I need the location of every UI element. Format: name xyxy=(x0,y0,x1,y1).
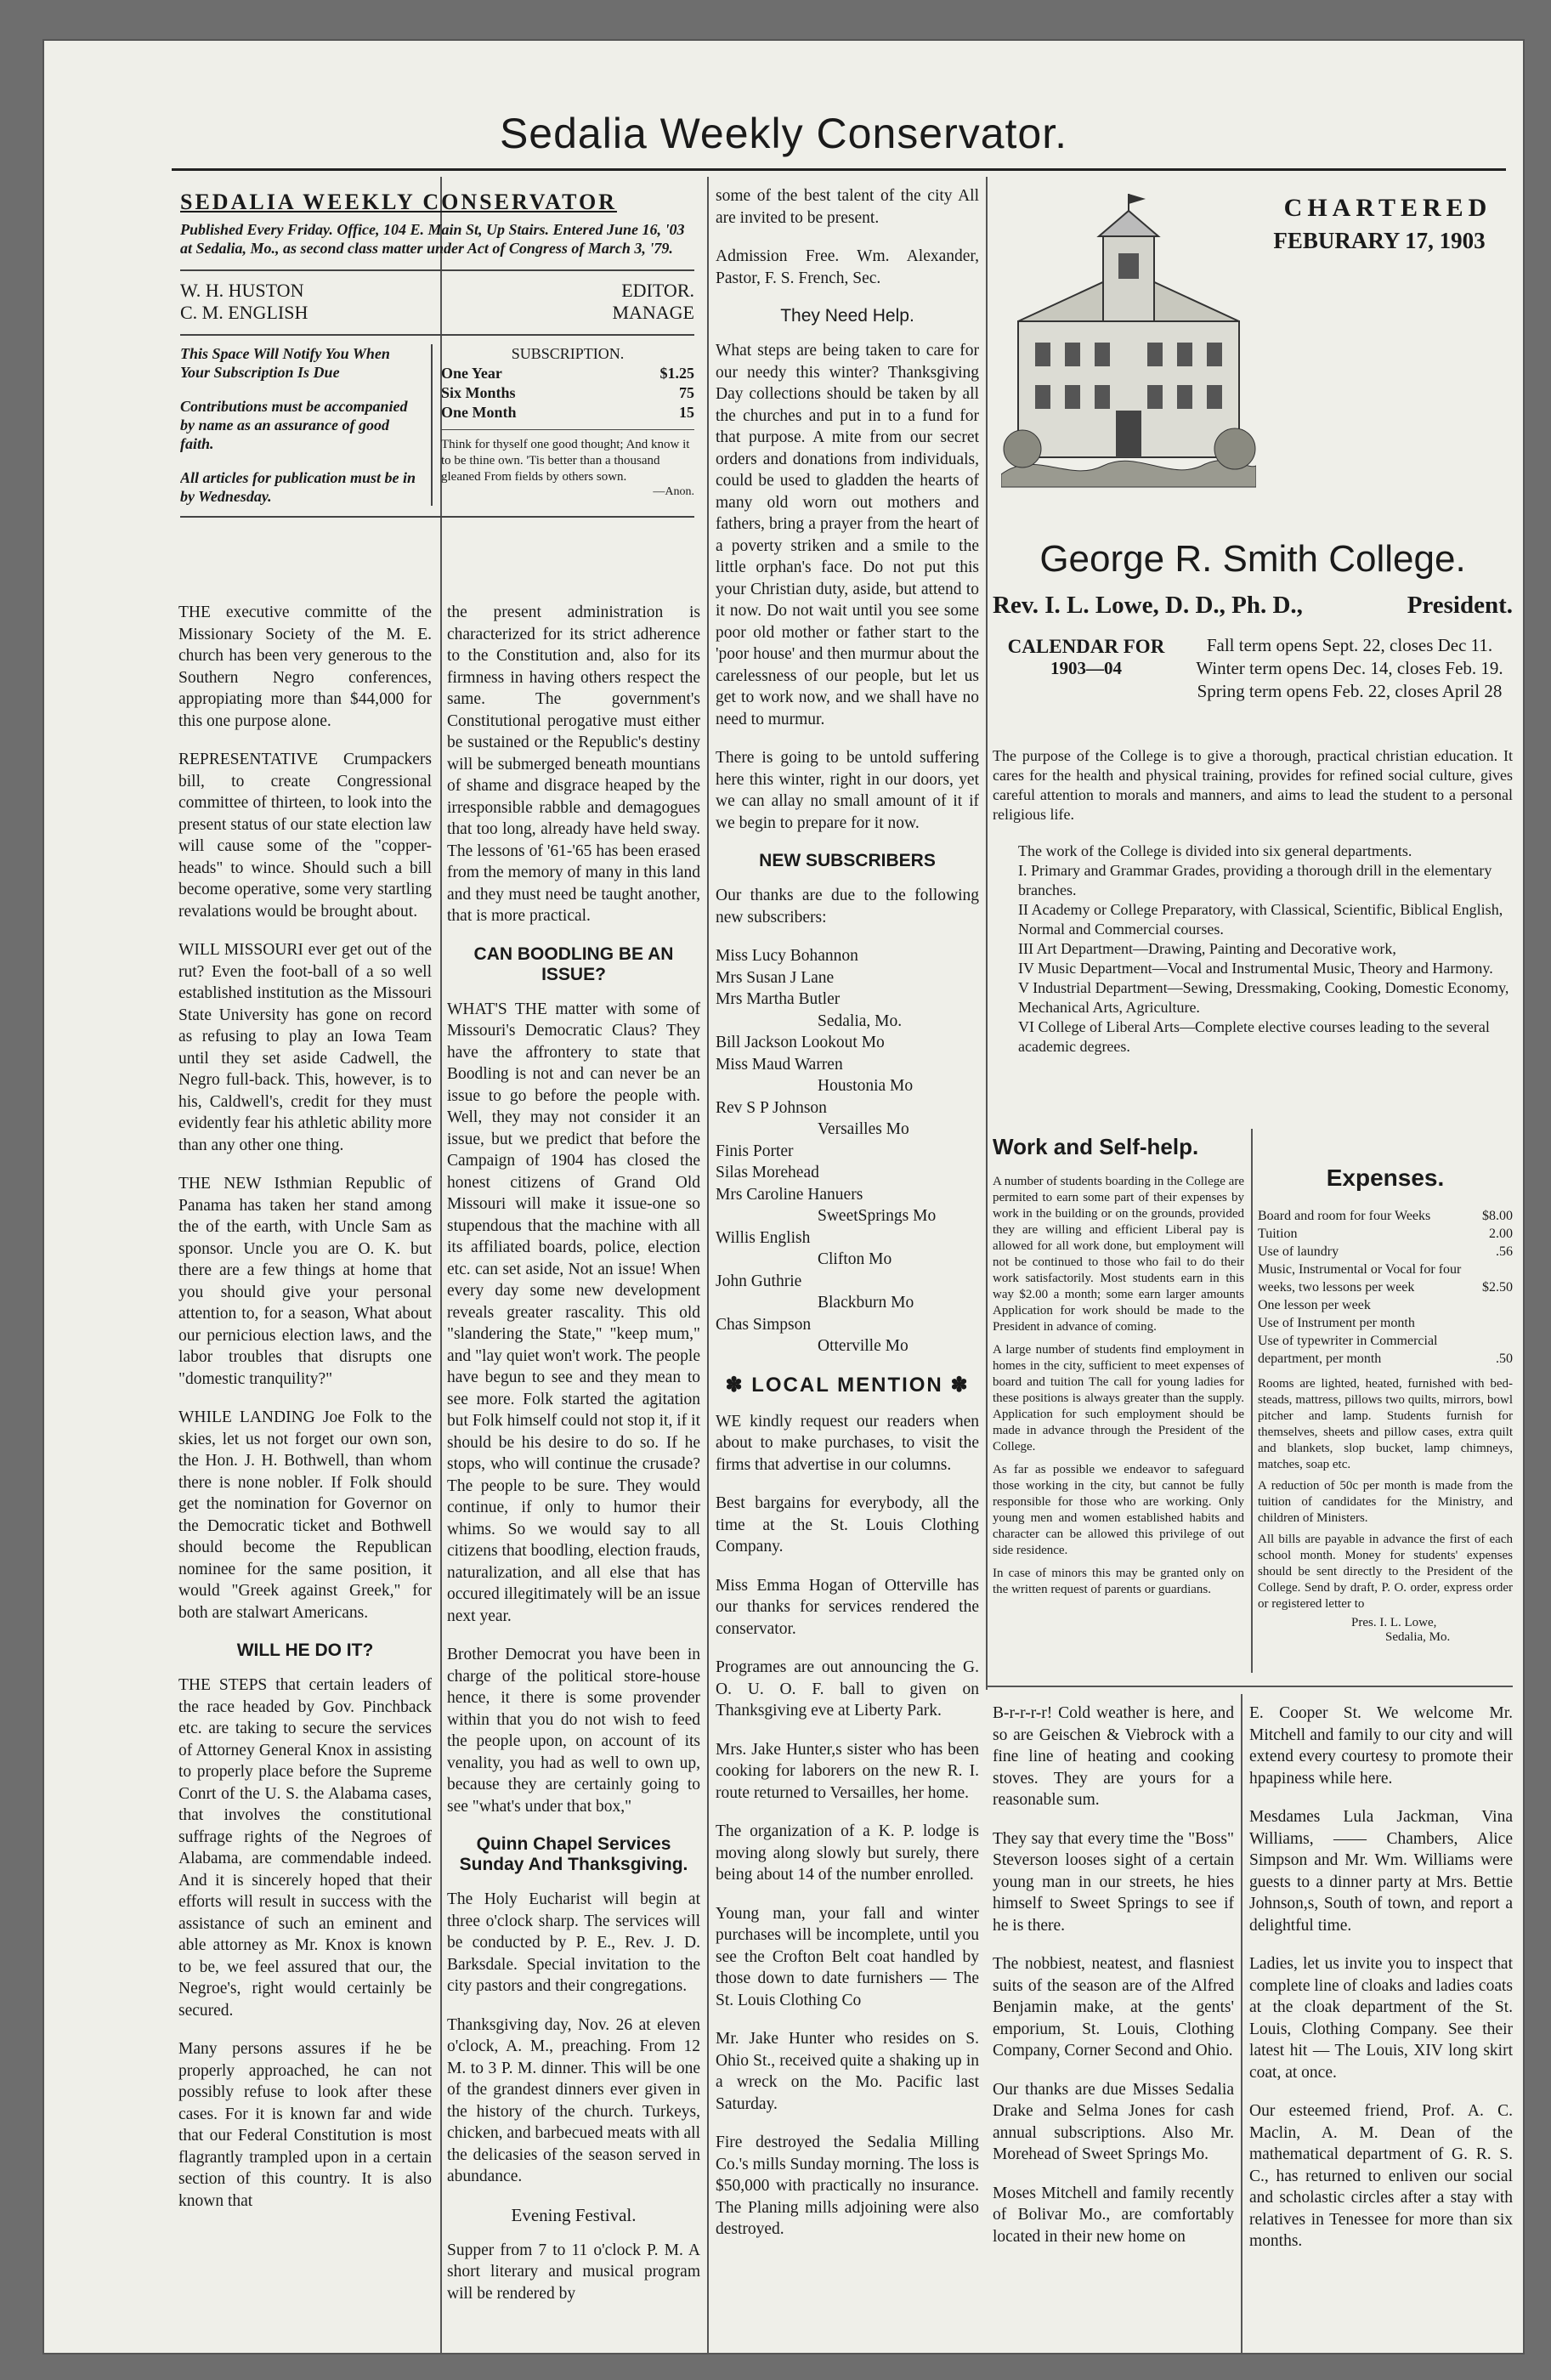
article-paragraph: The Holy Eucharist will begin at three o'clock sharp. The services will be conducted by P. E., Rev. J. D. Barksdale. Special invitation to the city pastors and their congregations. xyxy=(447,1890,700,1995)
notice: This Space Will Notify You When Your Subscription Is Due xyxy=(180,345,390,381)
editorial-paragraph: REPRESENTATIVE Crumpackers bill, to create Congressional committee of thirteen, to look into the present status of our state election law will cause some of the "copper-heads" to wince. Should such a bill become operative, some very startling revalations would be brought about. xyxy=(178,751,432,921)
local-item: WE kindly request our readers when about to make purchases, to visit the firms that advertise in our columns. xyxy=(716,1412,979,1474)
local-item: Moses Mitchell and family recently of Bolivar Mo., are comfortably located in their new home on xyxy=(993,2184,1234,2246)
chartered-label: CHARTERED xyxy=(1283,194,1492,222)
local-item: Our esteemed friend, Prof. A. C. Maclin, A. M. Dean of the mathematical department of G. R. S. C., has returned to enliven our social and scholastic circles after a stay with relatives in Tenessee for more than six months. xyxy=(1249,2102,1513,2250)
subscriber: Willis English xyxy=(716,1228,811,1247)
rate-row xyxy=(441,364,694,383)
subscriber: Rev S P Johnson xyxy=(716,1098,827,1117)
expense-row xyxy=(1258,1261,1513,1296)
local-item: Ladies, let us invite you to inspect that complete line of cloaks and ladies coats at the cloak department of the St. Louis, Clothing Company. See their latest hit — The Louis, XIV long skirt coat, at once. xyxy=(1249,1955,1513,2082)
rate-price: 15 xyxy=(679,404,694,421)
subscriber-town: Versailles Mo xyxy=(818,1120,909,1138)
department-item: V Industrial Department—Sewing, Dressmaking, Cooking, Domestic Economy, Mechanical Arts, Agriculture. xyxy=(1018,979,1509,1016)
expense-item: Use of typewriter in Commercial department, per month xyxy=(1258,1334,1438,1366)
verse: Think for thyself one good thought; And know it to be thine own. 'Tis better than a thousand gleaned From fields by others sown. xyxy=(441,438,690,484)
article-heading: Evening Festival. xyxy=(511,2204,637,2225)
subscriber: John Guthrie xyxy=(716,1272,802,1290)
section-heading xyxy=(716,1373,979,1397)
expense-note: All bills are payable in advance the first of each school month. Money for students' expenses should be sent directly to the President of the College. Send by draft, P. O. order, express order or registered letter to xyxy=(1258,1533,1513,1611)
rate-row xyxy=(441,403,694,422)
local-item: Mesdames Lula Jackman, Vina Williams, —— Chambers, Alice Simpson and Mr. Wm. Williams were guests to a dinner party at Mrs. Bettie Johnson,s, South of town, and report a delightful time. xyxy=(1249,1808,1513,1935)
expense-row xyxy=(1258,1332,1513,1368)
subscription-title: SUBSCRIPTION. xyxy=(511,345,625,362)
rate-label: One Month xyxy=(441,404,517,421)
subscriber: Finis Porter xyxy=(716,1142,794,1160)
expense-amount: 2.00 xyxy=(1489,1227,1513,1241)
president-title: President. xyxy=(1407,592,1513,619)
department-item: I. Primary and Grammar Grades, providing a thorough drill in the elementary branches. xyxy=(1018,862,1492,898)
article-paragraph: Supper from 7 to 11 o'clock P. M. A short literary and musical program will be rendered by xyxy=(447,2241,700,2303)
expense-amount: .50 xyxy=(1496,1352,1513,1366)
college-ad xyxy=(993,185,1513,1129)
calendar-year: 1903—04 xyxy=(1050,658,1122,678)
signature-name: Pres. I. L. Lowe, xyxy=(1351,1616,1437,1629)
column-3 xyxy=(716,185,979,2353)
expense-amount: $8.00 xyxy=(1482,1209,1513,1223)
college-purpose: The purpose of the College is to give a thorough, practical christian education. It cares for the health and physical training, provides for refined social culture, gives careful attention to morals and manners, and aims to lead the student to a personal religious life. xyxy=(993,747,1513,823)
subscriber-town: Clifton Mo xyxy=(818,1250,892,1268)
subscriber-town: SweetSprings Mo xyxy=(818,1207,937,1225)
subscriber-town: Otterville Mo xyxy=(818,1337,909,1355)
masthead-rule xyxy=(172,168,1506,171)
subscriber-town: Houstonia Mo xyxy=(818,1077,914,1095)
expense-item: Music, Instrumental or Vocal for four weeks, two lessons per week xyxy=(1258,1262,1462,1295)
rate-price: 75 xyxy=(679,384,694,401)
expense-row xyxy=(1258,1243,1513,1261)
subscriber: Bill Jackson Lookout Mo xyxy=(716,1034,885,1051)
local-item: The organization of a K. P. lodge is moving along slowly but surely, there being about 14 of the number enrolled. xyxy=(716,1822,979,1884)
president-name: Rev. I. L. Lowe, D. D., Ph. D., xyxy=(993,592,1303,619)
article-paragraph: What steps are being taken to care for our needy this winter? Thanksgiving Day collections should be taken by all the churches and put in to a fund for that purpose. A mite from our secret orders and donations from individuals, could be used to gladden the hearts of many old worn out mothers and fathers, bring a prayer from the heart of a poverty striken and a smile to the little orphan's face. Do not put this your Christian duty, aside, but attend to it now. Do not wait until you see some poor old mother or father start to the 'poor house' and then murmur about the carelessness of our people, but let us get to work now, and we shall have no need to murmur. xyxy=(716,342,979,728)
expense-row xyxy=(1258,1296,1513,1314)
local-item: Miss Emma Hogan of Otterville has our thanks for services rendered the conservator. xyxy=(716,1576,979,1638)
work-paragraph: A number of students boarding in the College are permited to earn some part of their expenses by work in the building or on the grounds, provided they are willing and efficient Liberal pay is allowed for all work done, but employment will not be continued to those who fail to do their work satisfactorily. Most students earn in this way $2.00 a month; some earn larger amounts Application for work should be made to the President in advance of coming. xyxy=(993,1175,1244,1334)
signature-place: Sedalia, Mo. xyxy=(1385,1630,1451,1644)
subscription-box xyxy=(433,344,694,506)
subscriber-town: Blackburn Mo xyxy=(818,1294,914,1312)
work-paragraph: As far as possible we endeavor to safeguard those working in the city, but cannot be fully responsible for those who are working. Only young men and women established habits and character can be allowed this privilege of out side residence. xyxy=(993,1463,1244,1557)
article-paragraph: Many persons assures if he be properly approached, he can not possibly refuse to look after these cases. For it is known far and wide that our Federal Constitution is most flagrantly trampled upon in a certain section of this country. It is also known that xyxy=(178,2040,432,2210)
notice: All articles for publication must be in by Wednesday. xyxy=(180,469,416,505)
expense-row xyxy=(1258,1314,1513,1332)
article-paragraph: the present administration is characterized for its strict adherence to the Constitution and, also for its firmness in having others respect the same. The government's Constitutional perogative must either be sustained or the Republic's destiny will be submerged beneath mountians of shame and disgrace heaped by the irresponsible rabble and demagogues that too long, already have held sway. The lessons of '61-'65 has been erased from the memory of many in this land and they must need be taught another, that is more practical. xyxy=(447,604,700,925)
rate-label: Six Months xyxy=(441,384,516,401)
college-building-illustration xyxy=(1001,194,1256,534)
staff-row xyxy=(180,280,694,302)
rate-price: $1.25 xyxy=(659,365,694,382)
box-lower xyxy=(180,344,694,506)
expense-amount: $2.50 xyxy=(1482,1280,1513,1295)
local-item: Mr. Jake Hunter who resides on S. Ohio St., received quite a shaking up in a wreck on the Mo. Pacific last Saturday. xyxy=(716,2030,979,2113)
notices xyxy=(180,344,433,506)
article-paragraph: Thanksgiving day, Nov. 26 at eleven o'clock, A. M., preaching. From 12 M. to 3 P. M. dinner. This will be one of the grandest dinners ever given in the history of the church. Turkeys, chicken, and barbecued meats with all the delicasies of the season served in abundance. xyxy=(447,2015,700,2185)
spacer xyxy=(172,185,435,186)
divider xyxy=(180,516,694,518)
calendar-title: CALENDAR FOR xyxy=(1007,636,1165,657)
staff-name: C. M. ENGLISH xyxy=(180,302,309,323)
expense-item: Use of Instrument per month xyxy=(1258,1316,1415,1330)
editorial-paragraph: THE executive committe of the Missionary Society of the M. E. church has been very generous to the Southern Negro conferences, appropiating more than $44,000 for this one purpose alone. xyxy=(178,604,432,730)
calendar-label xyxy=(993,636,1180,679)
subscriber: Mrs Susan J Lane xyxy=(716,968,835,987)
department-item: II Academy or College Preparatory, with Classical, Scientific, Biblical English, Normal and Commercial courses. xyxy=(1018,901,1503,938)
publication-notice: Published Every Friday. Office, 104 E. Main St, Up Stairs. Entered June 16, '03 at Sedalia, Mo., as second class matter under Act of Congress of March 3, '79. xyxy=(180,221,685,257)
article-heading: Quinn Chapel Services Sunday And Thanksgiving. xyxy=(459,1834,688,1874)
local-item: Our thanks are due Misses Sedalia Drake and Selma Jones for cash annual subscriptions. Also Mr. Morehead of Sweet Springs Mo. xyxy=(993,2080,1234,2163)
local-item: B-r-r-r-r! Cold weather is here, and so are Geischen & Viebrock with a fine line of heating and cooking stoves. They are yours for a reasonable sum. xyxy=(993,1704,1234,1809)
rate-row xyxy=(441,383,694,403)
term-dates: Fall term opens Sept. 22, closes Dec 11. Winter term opens Dec. 14, closes Feb. 19. Spring term opens Feb. 22, closes April 28 xyxy=(1196,635,1503,701)
column-5-lower xyxy=(1249,1703,1513,2353)
section-heading: NEW SUBSCRIBERS xyxy=(759,851,936,870)
work-heading: Work and Self-help. xyxy=(993,1134,1199,1159)
department-item: IV Music Department—Vocal and Instrumental Music, Theory and Harmony. xyxy=(1018,960,1493,977)
article-heading: WILL HE DO IT? xyxy=(236,1640,374,1660)
subscriber: Mrs Martha Butler xyxy=(716,990,841,1008)
work-self-help xyxy=(993,1130,1244,1683)
column-1 xyxy=(178,602,432,2353)
subscriber-list xyxy=(716,945,979,1357)
article-paragraph: WHAT'S THE matter with some of Missouri's Democratic Claus? They have the affrontery to state that Boodling is not and can never be an issue to go before the people with. Well, they may not consider it an issue, but we predict that before the Campaign of 1904 has closed the honest citizens of Grand Old Missouri will make it issue-one so stupendous that the machine with all its affiliated boards, police, election etc. can set aside, Not an issue! When every day some new development reveals greater rascality. This old "slandering the State," "keep mum," and "lay quiet won't work. The people have begun to see and they mean to see more. Folk started the agitation but Folk himself could not stop it, if it should be his desire to do so. If he stops, who will continue the crusade? The people to be sure. They would continue, if only to humor their whims. So we would say to all citizens that boodling, election frauds, naturalization, and all else that has occured illegitimately will be an issue next year. xyxy=(447,1000,700,1625)
staff-role: MANAGE xyxy=(612,302,694,323)
expense-item: Use of laundry xyxy=(1258,1244,1339,1259)
notice: Contributions must be accompanied by name as an assurance of good faith. xyxy=(180,398,408,452)
article-paragraph: Our thanks are due to the following new subscribers: xyxy=(716,887,979,926)
local-item: Fire destroyed the Sedalia Milling Co.'s mills Sunday morning. The loss is $50,000 with practically no insurance. The Planing mills adjoining were also destroyed. xyxy=(716,2134,979,2238)
local-item: Programes are out announcing the G. O. U. O. F. ball to given on Thanksgiving eve at Liberty Park. xyxy=(716,1658,979,1720)
expense-amount: .56 xyxy=(1496,1244,1513,1259)
ornament-icon: ✽ xyxy=(950,1373,970,1397)
expense-row xyxy=(1258,1207,1513,1225)
local-item: Young man, your fall and winter purchases will be incomplete, until you see the Crofton Belt coat handled by those down to date furnishers — The St. Louis Clothing Co xyxy=(716,1904,979,2009)
column-rule xyxy=(1251,1129,1253,1673)
divider xyxy=(180,334,694,336)
article-paragraph: Admission Free. Wm. Alexander, Pastor, F. S. French, Sec. xyxy=(716,247,979,287)
departments-intro: The work of the College is divided into six general departments. xyxy=(1018,842,1412,859)
local-mention-title: LOCAL MENTION xyxy=(751,1373,943,1397)
subscriber: Silas Morehead xyxy=(716,1164,819,1182)
college-info xyxy=(993,746,1513,1057)
work-paragraph: A large number of students find employment in homes in the city, sufficient to meet expenses of board and tuition The call for young ladies for these positions is always greater than the supply. Application for such employment should be made in advance through the President of the College. xyxy=(993,1343,1244,1454)
work-paragraph: In case of minors this may be granted only on the written request of parents or guardians. xyxy=(993,1567,1244,1596)
column-2 xyxy=(447,602,700,2353)
department-item: III Art Department—Drawing, Painting and Decorative work, xyxy=(1018,940,1396,957)
expenses xyxy=(1258,1130,1513,1683)
article-heading: CAN BOODLING BE AN ISSUE? xyxy=(473,944,674,984)
nameplate-title: SEDALIA WEEKLY CONSERVATOR xyxy=(180,190,617,214)
president-line xyxy=(993,592,1513,620)
article-paragraph: THE STEPS that certain leaders of the race headed by Gov. Pinchback etc. are taking to secure the services of Attorney General Knox in assisting to properly place before the Supreme Conrt of the U. S. the Alabama cases, that involves the constitutional suffrage rights of the Negroes of Alabama, are commendable indeed. And it is sincerely hoped that their efforts will result in success with the assistance of such an eminent and able attorney as Mr. Knox is known to be, we feel assured that our, the Negroe's, right would certainly be secured. xyxy=(178,1676,432,2020)
column-rule xyxy=(1241,1694,1242,2353)
divider xyxy=(441,429,694,430)
local-item: They say that every time the "Boss" Steverson looses sight of a certain young man in our streets, he hies himself to Sweet Springs to see if he is there. xyxy=(993,1829,1234,1935)
subscriber: Miss Maud Warren xyxy=(716,1055,843,1074)
newspaper-page xyxy=(44,41,1523,2353)
department-item: VI College of Liberal Arts—Complete elective courses leading to the several academic degrees. xyxy=(1018,1018,1490,1055)
subscriber: Chas Simpson xyxy=(716,1315,812,1334)
expense-note: A reduction of 50c per month is made from the tuition of candidates for the Ministry, and children of Ministers. xyxy=(1258,1479,1513,1525)
divider xyxy=(180,269,694,271)
expense-row xyxy=(1258,1225,1513,1243)
article-paragraph: some of the best talent of the city All are invited to be present. xyxy=(716,187,979,227)
local-item: Mrs. Jake Hunter,s sister who has been cooking for laborers on the new R. I. route returned to Versailles, her home. xyxy=(716,1740,979,1802)
staff-name: W. H. HUSTON xyxy=(180,280,304,301)
staff-role: EDITOR. xyxy=(621,280,694,301)
local-item: The nobbiest, neatest, and flasniest suits of the season are of the Alfred Benjamin make, at the gents' emporium, St. Louis, Clothing Company, Corner Second and Ohio. xyxy=(993,1955,1234,2060)
column-rule xyxy=(707,177,709,2353)
staff-row xyxy=(180,302,694,324)
editorial-paragraph: WHILE LANDING Joe Folk to the skies, let us not forget our own son, the Hon. J. H. Bothwell, than whom there is none nobler. If Folk should get the nomination for Governor on the Democratic ticket and Bothwell should become the Republican nominee for the same position, it would "Greek against Greek," for both are stalwart Americans. xyxy=(178,1408,432,1622)
nameplate-box xyxy=(180,190,694,598)
article-paragraph: There is going to be untold suffering here this winter, right in our doors, yet we can allay no small amount of it if we begin to prepare for it now. xyxy=(716,749,979,832)
college-name: George R. Smith College. xyxy=(1039,538,1466,580)
column-rule xyxy=(986,177,988,1690)
local-item: Best bargains for everybody, all the time at the St. Louis Clothing Company. xyxy=(716,1494,979,1556)
expense-item: Board and room for four Weeks xyxy=(1258,1209,1431,1223)
column-4-lower xyxy=(993,1703,1234,2353)
subscriber: Miss Lucy Bohannon xyxy=(716,947,858,965)
editorial-paragraph: WILL MISSOURI ever get out of the rut? Even the foot-ball of a so well established institution as the Missouri State University has gone on record as refusing to play an Iowa Team until they set aside Cadwell, the Negro full-back. This, however, is to his, Caldwell's, credit for they must evidently fear his athletic ability more than any other one thing. xyxy=(178,941,432,1154)
verse-author: —Anon. xyxy=(653,485,694,498)
article-paragraph: Brother Democrat you have been in charge of the political store-house hence, it there is some provender within that you do not wish to feed the people upon, on account of its venality, you had as well to own up, because they are certainly going to see "what's under that box," xyxy=(447,1646,700,1816)
subscriber: Mrs Caroline Hanuers xyxy=(716,1185,863,1204)
section-rule xyxy=(986,1686,1513,1687)
ornament-icon: ✽ xyxy=(725,1373,744,1397)
chartered-date: FEBURARY 17, 1903 xyxy=(1273,228,1486,253)
expense-note: Rooms are lighted, heated, furnished with bed-steads, mattress, pillows two quilts, mirrors, bowl pitcher and lamp. Students furnish for themselves, sheets and pillow cases, extra quilt and blankets, slop bucket, lamp chimneys, matches, soap etc. xyxy=(1258,1377,1513,1471)
expense-item: One lesson per week xyxy=(1258,1298,1371,1312)
local-item: E. Cooper St. We welcome Mr. Mitchell and family to our city and will extend every courtesy to promote their hpapiness while here. xyxy=(1249,1704,1513,1788)
subscriber-town: Sedalia, Mo. xyxy=(818,1012,903,1030)
masthead: Sedalia Weekly Conservator. xyxy=(499,110,1068,157)
expense-item: Tuition xyxy=(1258,1227,1298,1241)
expenses-heading: Expenses. xyxy=(1326,1164,1445,1191)
editorial-paragraph: THE NEW Isthmian Republic of Panama has taken her stand among the of the earth, with Uncle Sam as sponsor. Uncle you are O. K. but there are a few things at home that you should give your personal attention to, for a season, What about our pernicious election laws, and the labor troubles that disrupts one "domestic tranquility?" xyxy=(178,1175,432,1388)
article-heading: They Need Help. xyxy=(780,306,914,326)
rate-label: One Year xyxy=(441,365,502,382)
